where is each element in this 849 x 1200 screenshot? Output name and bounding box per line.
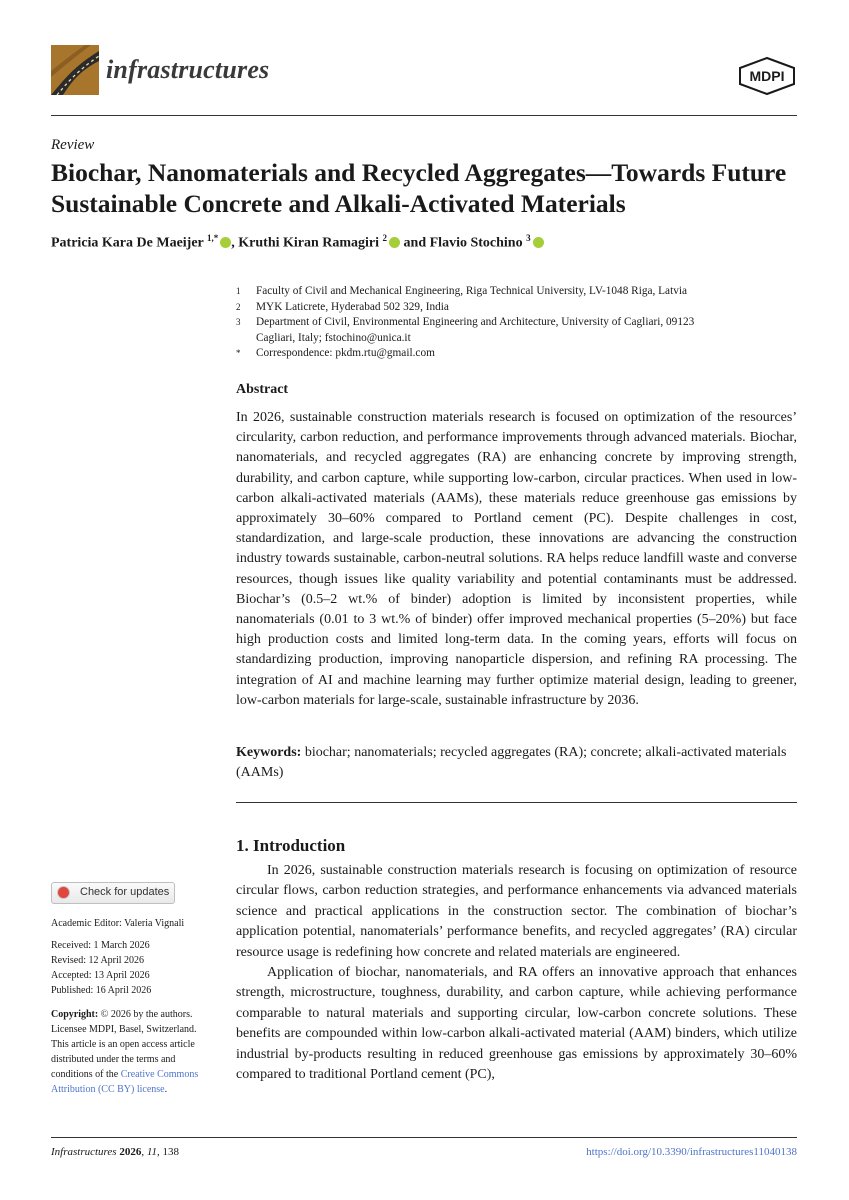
affiliation-text: MYK Laticrete, Hyderabad 502 329, India xyxy=(256,300,449,313)
revised-date: Revised: 12 April 2026 xyxy=(51,955,145,966)
check-for-updates-label: Check for updates xyxy=(80,886,170,898)
copyright-text: © 2026 by the authors. Licensee MDPI, Basel, Switzerland. This article is an open access article distributed under the terms and conditions of the xyxy=(51,1009,197,1080)
keywords-text: biochar; nanomaterials; recycled aggregates (RA); concrete; alkali-activated materials (AAMs) xyxy=(236,745,787,781)
header-divider xyxy=(51,115,797,116)
author-name[interactable]: Patricia Kara De Maeijer xyxy=(51,235,204,251)
section-divider xyxy=(236,802,797,803)
affiliation-item xyxy=(236,300,726,316)
affiliation-number: * xyxy=(236,348,241,358)
published-date: Published: 16 April 2026 xyxy=(51,985,152,996)
affiliation-item xyxy=(236,284,726,300)
paragraph: Application of biochar, nanomaterials, and RA offers an innovative approach that enhances strength, microstructure, toughness, durability, and carbon capture, while achieving performance comparable to natural materials and supporting circular, low-carbon concrete solutions. These benefits are compounded within low-carbon alkali-activated material (AAM) binders, which utilize industrial by-products resulting in reduced greenhouse gas emissions by approximately 30–60% compared to traditional Portland cement (PC), xyxy=(236,965,797,1083)
publisher-name: MDPI xyxy=(749,68,785,84)
publication-dates xyxy=(51,938,226,998)
affiliation-text: Faculty of Civil and Mechanical Engineering, Riga Technical University, LV-1048 Riga, Latvia xyxy=(256,285,688,297)
copyright-label: Copyright: xyxy=(51,1009,99,1020)
author-separator: , xyxy=(231,235,235,251)
citation: Infrastructures 2026, 11, 138 xyxy=(51,1146,180,1158)
keywords xyxy=(236,743,797,783)
author-affil: 1,* xyxy=(207,233,219,243)
author-name[interactable]: Flavio Stochino xyxy=(429,235,523,251)
article-title: Biochar, Nanomaterials and Recycled Aggregates—Towards Future Sustainable Concrete and Alkali-Activated Materials xyxy=(51,158,787,218)
author-affil: 2 xyxy=(382,233,388,243)
abstract-text: In 2026, sustainable construction materials research is focused on optimization of the resources’ circularity, carbon reduction, and performance improvements through advanced materials. Biochar, nanomaterials, and recycled aggregates (RA) are enhancing concrete by improving strength, durability, and carbon capture, while supporting low-carbon, circular practices. When used in low-carbon alkali-activated materials (AAMs), these materials reduce greenhouse gas emissions by approximately 30–60% compared to Portland cement (PC). Despite challenges in cost, standardization, and large-scale production, these innovations are advancing the construction industry towards sustainable, carbon-neutral solutions. RA helps reduce landfill waste and converse resources, though issues like quality variability and potential contaminants must be addressed. Biochar’s (0.5–2 wt.% of binder) adoption is limited by inconsistent properties, while nanomaterials (0.01 to 3 wt.% of binder) offer improved mechanical properties (5–20%) but face high production costs and limited long-term data. In the coming years, efforts will focus on standardizing production, improving nanoparticle dispersion, and refining RA processing. The integration of AI and machine learning may further optimize material design, leading to greener, low-carbon materials for large-scale, sustainable infrastructure by 2036. xyxy=(236,410,797,708)
section-heading: 1. Introduction xyxy=(236,836,346,855)
keywords-label: Keywords: xyxy=(236,745,302,760)
footer-volume: 11 xyxy=(146,1146,158,1158)
received-date: Received: 1 March 2026 xyxy=(51,940,150,951)
affiliation-text: Department of Civil, Environmental Engineering and Architecture, University of Cagliari, 09123 Cagliari, Italy; fstochino@unica.it xyxy=(256,316,695,344)
section-body xyxy=(236,861,797,1085)
mdpi-logo xyxy=(737,56,797,96)
license-end: . xyxy=(164,1084,168,1095)
doi-link[interactable]: https://doi.org/10.3390/infrastructures11040138 xyxy=(586,1146,797,1158)
affiliation-number: 3 xyxy=(236,317,241,327)
check-for-updates-button[interactable] xyxy=(51,882,175,904)
footer-journal: Infrastructures xyxy=(51,1146,117,1158)
orcid-icon[interactable] xyxy=(389,237,400,248)
academic-editor: Academic Editor: Valeria Vignali xyxy=(51,918,185,929)
orcid-icon[interactable] xyxy=(533,237,544,248)
affiliation-item xyxy=(236,315,726,346)
author-list xyxy=(51,233,544,252)
road-icon xyxy=(51,45,99,95)
abstract-heading: Abstract xyxy=(236,382,289,397)
affiliations xyxy=(236,284,726,362)
license-link[interactable]: Creative Commons Attribution (CC BY) license xyxy=(51,1069,199,1095)
author-name[interactable]: Kruthi Kiran Ramagiri xyxy=(238,235,380,251)
footer-page: 138 xyxy=(162,1146,180,1158)
footer-divider xyxy=(51,1137,797,1138)
author-affil: 3 xyxy=(526,233,531,243)
author-separator: and xyxy=(403,235,427,251)
orcid-icon[interactable] xyxy=(220,237,231,248)
correspondence-text[interactable]: Correspondence: pkdm.rtu@gmail.com xyxy=(256,347,435,359)
journal-name: infrastructures xyxy=(106,55,270,84)
paragraph: In 2026, sustainable construction materials research is focusing on optimization of resource circular flows, carbon reduction strategies, and performance enhancements via advanced materials science and practical applications in the construction sector. The combination of biochar’s application potential, nanomaterials’ performance benefits, and recycled aggregates’ (RA) circular resource usage is redefining how concrete and related materials are engineered. xyxy=(236,863,797,960)
article-type: Review xyxy=(51,137,95,153)
affiliation-item xyxy=(236,346,726,362)
copyright-notice xyxy=(51,1007,216,1097)
update-check-icon xyxy=(57,886,70,899)
accepted-date: Accepted: 13 April 2026 xyxy=(51,970,150,981)
journal-logo xyxy=(51,45,99,95)
affiliation-number: 2 xyxy=(236,301,241,312)
affiliation-number: 1 xyxy=(236,286,241,296)
footer-year: 2026 xyxy=(119,1146,142,1158)
